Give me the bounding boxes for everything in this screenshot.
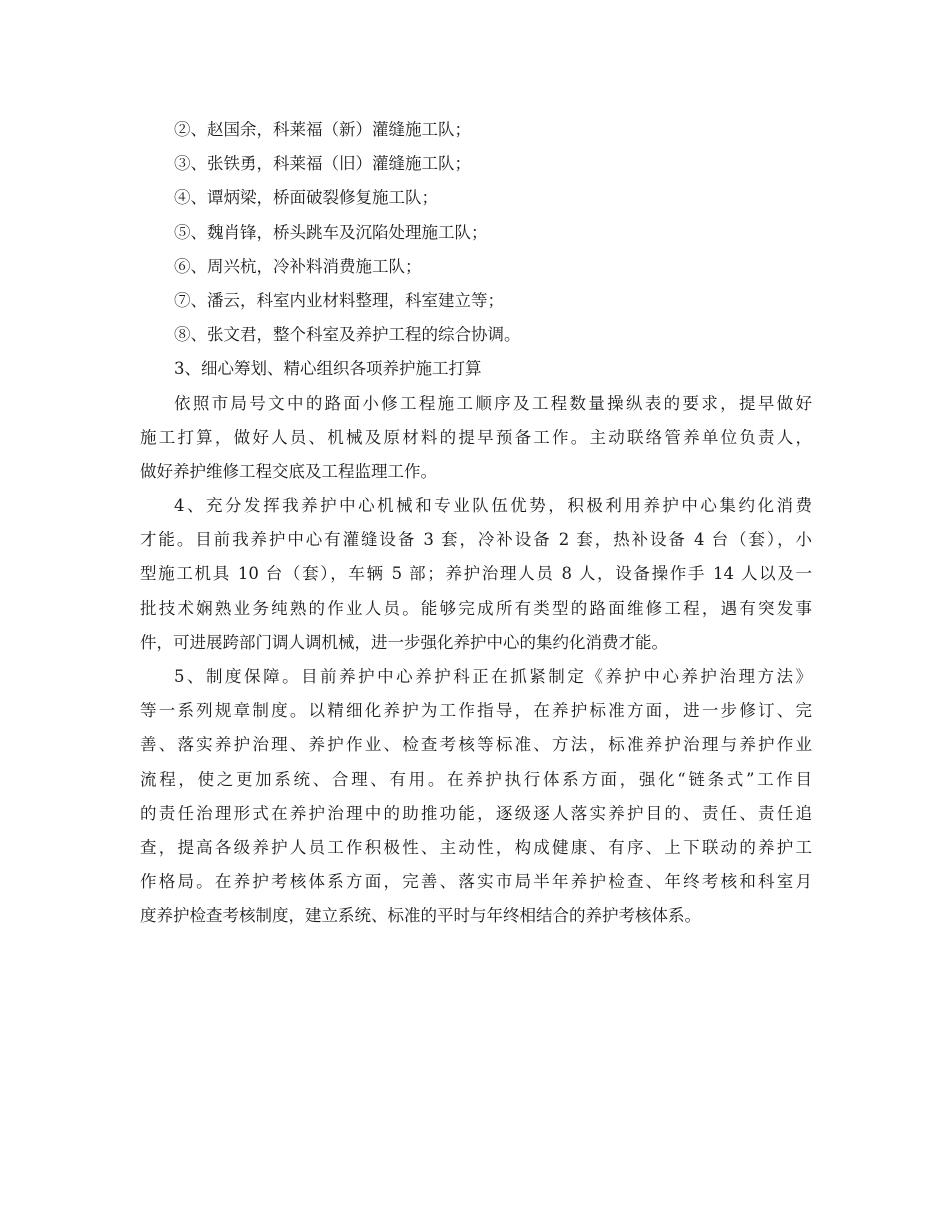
paragraph-line: 等一系列规章制度。以精细化养护为工作指导，在养护标准方面，进一步修订、完 xyxy=(140,701,812,721)
paragraph-3 xyxy=(140,387,812,490)
paragraph-5 xyxy=(140,660,812,934)
list-item: ⑦、潘云，科室内业材料整理，科室建立等； xyxy=(174,290,504,310)
paragraph-line: 依照市局号文中的路面小修工程施工顺序及工程数量操纵表的要求，提早做好 xyxy=(174,393,812,413)
list-item: ⑥、周兴杭，冷补料消费施工队； xyxy=(174,256,422,276)
paragraph-line: 型施工机具 10 台（套），车辆 5 部；养护治理人员 8 人，设备操作手 14 人以及一 xyxy=(140,564,812,584)
paragraph-line: 流程，使之更加系统、合理、有用。在养护执行体系方面，强化“链条式”工作目 xyxy=(140,769,812,789)
paragraph-line: 的责任治理形式在养护治理中的助推功能，逐级逐人落实养护目的、责任、责任追 xyxy=(140,803,812,823)
paragraph-line: 查，提高各级养护人员工作积极性、主动性，构成健康、有序、上下联动的养护工 xyxy=(140,837,812,857)
paragraph-line: 件，可进展跨部门调人调机械，进一步强化养护中心的集约化消费才能。 xyxy=(140,632,668,652)
list-item: ⑤、魏肖锋，桥头跳车及沉陷处理施工队； xyxy=(174,222,488,242)
paragraph-line: 5、制度保障。目前养护中心养护科正在抓紧制定《养护中心养护治理方法》 xyxy=(174,667,812,686)
list-item: ③、张铁勇，科莱福（旧）灌缝施工队； xyxy=(174,154,471,174)
paragraph-line: 善、落实养护治理、养护作业、检查考核等标准、方法，标准养护治理与养护作业 xyxy=(140,735,812,755)
document-body xyxy=(140,113,812,934)
paragraph-line: 施工打算，做好人员、机械及原材料的提早预备工作。主动联络管养单位负责人， xyxy=(140,427,812,447)
list-item: ④、谭炳梁，桥面破裂修复施工队； xyxy=(174,188,438,208)
list-item: ②、赵国余，科莱福（新）灌缝施工队； xyxy=(174,120,471,139)
paragraph-4 xyxy=(140,489,812,660)
paragraph-line: 度养护检查考核制度，建立系统、标准的平时与年终相结合的养护考核体系。 xyxy=(140,906,701,926)
paragraph-line: 4、充分发挥我养护中心机械和专业队伍优势，积极利用养护中心集约化消费 xyxy=(174,496,812,516)
paragraph-line: 才能。目前我养护中心有灌缝设备 3 套，冷补设备 2 套，热补设备 4 台（套），小 xyxy=(140,530,812,550)
paragraph-line: 批技术娴熟业务纯熟的作业人员。能够完成所有类型的路面维修工程，遇有突发事 xyxy=(140,598,812,618)
paragraph-line: 做好养护维修工程交底及工程监理工作。 xyxy=(140,461,437,481)
section-heading-3: 3、细心筹划、精心组织各项养护施工打算 xyxy=(174,359,482,379)
paragraph-line: 作格局。在养护考核体系方面，完善、落实市局半年养护检查、年终考核和科室月 xyxy=(140,872,812,892)
list-item: ⑧、张文君，整个科室及养护工程的综合协调。 xyxy=(174,325,521,345)
